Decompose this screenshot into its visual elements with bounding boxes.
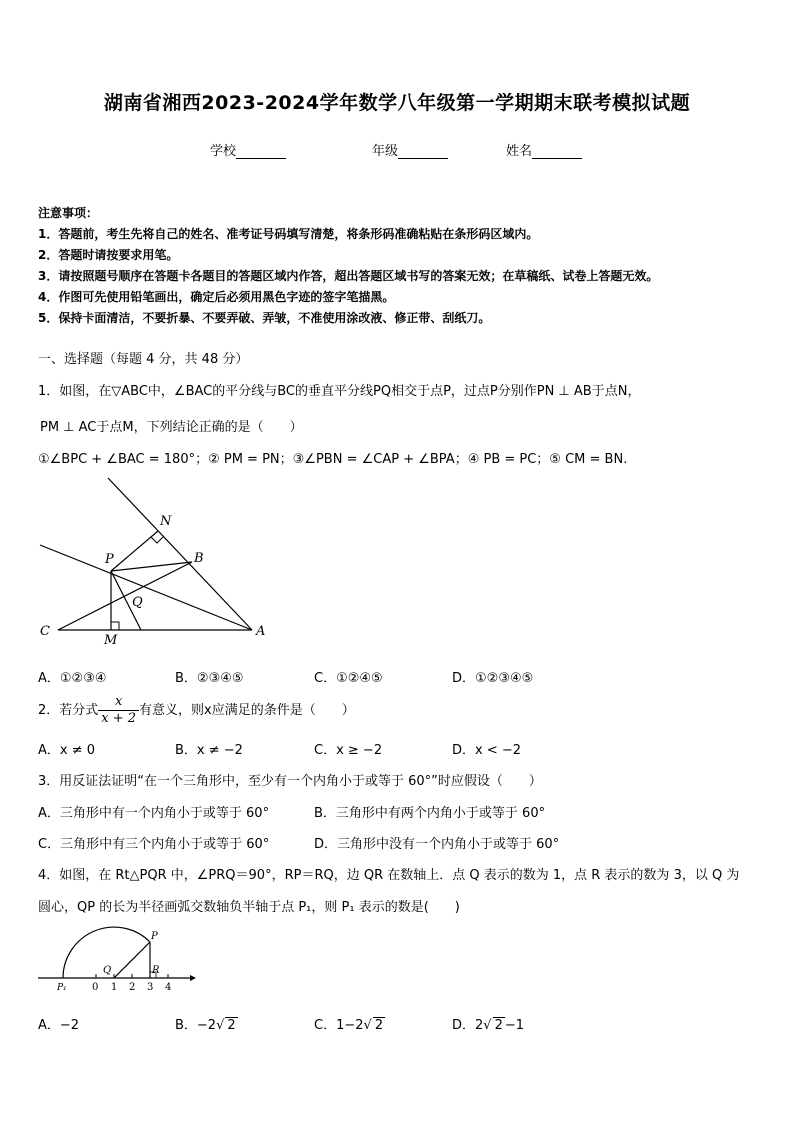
tick-label: 2	[129, 982, 136, 993]
tick-label: 1	[111, 982, 118, 993]
q4-option-d-pre: D．2	[452, 1018, 484, 1033]
label-N: N	[160, 514, 172, 529]
q4-figure	[30, 922, 210, 997]
label-M: M	[104, 633, 118, 648]
q2-stem	[38, 694, 355, 727]
q4-option-b-pre: B．−2	[175, 1018, 217, 1033]
q1-option-b[interactable]: B．②③④⑤	[175, 671, 244, 686]
q4-option-b-rad: 2	[227, 1018, 236, 1033]
q3-option-b[interactable]: B．三角形中有两个内角小于或等于 60°	[314, 806, 546, 821]
q2-fraction	[98, 694, 139, 727]
label-C: C	[40, 624, 50, 639]
q1-line2: PM ⊥ AC于点M，下列结论正确的是（ ）	[40, 420, 303, 435]
notice-item: 3．请按照题号顺序在答题卡各题目的答题区域内作答，超出答题区域书写的答案无效；在草稿纸、试卷上答题无效。	[38, 269, 659, 283]
label-P1: P₁	[57, 983, 67, 993]
tick-label: 0	[92, 982, 99, 993]
notice-item: 4．作图可先使用铅笔画出，确定后必须用黑色字迹的签字笔描黑。	[38, 290, 395, 304]
q1-line3: ①∠BPC + ∠BAC = 180°；② PM = PN；③∠PBN = ∠CAP + ∠BPA；④ PB = PC；⑤ CM = BN.	[38, 452, 628, 467]
label-P: P	[105, 552, 114, 567]
grade-field[interactable]	[372, 140, 448, 159]
school-label: 学校	[210, 144, 237, 159]
q2-frac-den: x + 2	[101, 711, 137, 726]
q1-option-a[interactable]: A．①②③④	[38, 671, 107, 686]
q1-option-c[interactable]: C．①②④⑤	[314, 671, 383, 686]
q2-option-b[interactable]: B．x ≠ −2	[175, 743, 243, 758]
sqrt-sign: √	[216, 1018, 225, 1033]
label-P: P	[151, 931, 158, 942]
q1-line1: 1．如图，在▽ABC中，∠BAC的平分线与BC的垂直平分线PQ相交于点P，过点P分别作PN ⊥ AB于点N，	[38, 384, 641, 399]
q2-post: 有意义，则x应满足的条件是（ ）	[139, 703, 355, 718]
q4-option-d-post: −1	[504, 1018, 525, 1033]
notice-item: 2．答题时请按要求用笔。	[38, 248, 179, 262]
notice-title: 注意事项：	[38, 206, 99, 220]
q2-option-c[interactable]: C．x ≥ −2	[314, 743, 383, 758]
q1-option-d[interactable]: D．①②③④⑤	[452, 671, 534, 686]
tick-label: 3	[147, 982, 154, 993]
q4-option-d[interactable]	[452, 1014, 524, 1033]
q2-option-d[interactable]: D．x < −2	[452, 743, 522, 758]
q3-option-d[interactable]: D．三角形中没有一个内角小于或等于 60°	[314, 837, 560, 852]
q2-option-a[interactable]: A．x ≠ 0	[38, 743, 96, 758]
label-R: R	[152, 965, 160, 976]
q4-option-a[interactable]: A．−2	[38, 1018, 80, 1033]
q4-option-b[interactable]	[175, 1014, 238, 1033]
q4-option-c-rad: 2	[374, 1018, 384, 1033]
tick-label: 4	[165, 982, 172, 993]
q4-option-c-pre: C．1−2	[314, 1018, 364, 1033]
label-B: B	[194, 551, 204, 566]
q2-frac-num: x	[98, 694, 139, 711]
label-A: A	[256, 624, 266, 639]
q3-option-c[interactable]: C．三角形中有三个内角小于或等于 60°	[38, 837, 270, 852]
sqrt-sign: √	[483, 1018, 492, 1033]
notice-item: 5．保持卡面清洁，不要折暴、不要弄破、弄皱，不准使用涂改液、修正带、刮纸刀。	[38, 311, 491, 325]
q4-line2: 圆心，QP 的长为半径画弧交数轴负半轴于点 P₁，则 P₁ 表示的数是( )	[38, 900, 460, 915]
q3-stem: 3．用反证法证明“在一个三角形中，至少有一个内角小于或等于 60°”时应假设（ ）	[38, 774, 542, 789]
q1-figure	[30, 470, 290, 650]
q3-option-a[interactable]: A．三角形中有一个内角小于或等于 60°	[38, 806, 270, 821]
q2-pre: 2．若分式	[38, 703, 99, 718]
school-field[interactable]	[210, 140, 286, 159]
name-field[interactable]	[506, 140, 582, 159]
label-Q: Q	[103, 965, 112, 976]
label-Q: Q	[132, 595, 143, 610]
q4-line1: 4．如图，在 Rt△PQR 中，∠PRQ＝90°，RP＝RQ，边 QR 在数轴上．点 Q 表示的数为 1，点 R 表示的数为 3，以 Q 为	[38, 868, 740, 883]
q4-option-c[interactable]	[314, 1014, 385, 1033]
section-heading: 一、选择题（每题 4 分，共 48 分）	[38, 352, 249, 367]
name-label: 姓名	[506, 144, 533, 159]
page-title: 湖南省湘西2023-2024学年数学八年级第一学期期末联考模拟试题	[103, 92, 691, 114]
q4-option-d-rad: 2	[494, 1018, 503, 1033]
grade-label: 年级	[372, 144, 399, 159]
sqrt-sign: √	[363, 1018, 372, 1033]
notice-item: 1．答题前，考生先将自己的姓名、准考证号码填写清楚，将条形码准确粘贴在条形码区域内。	[38, 227, 539, 241]
